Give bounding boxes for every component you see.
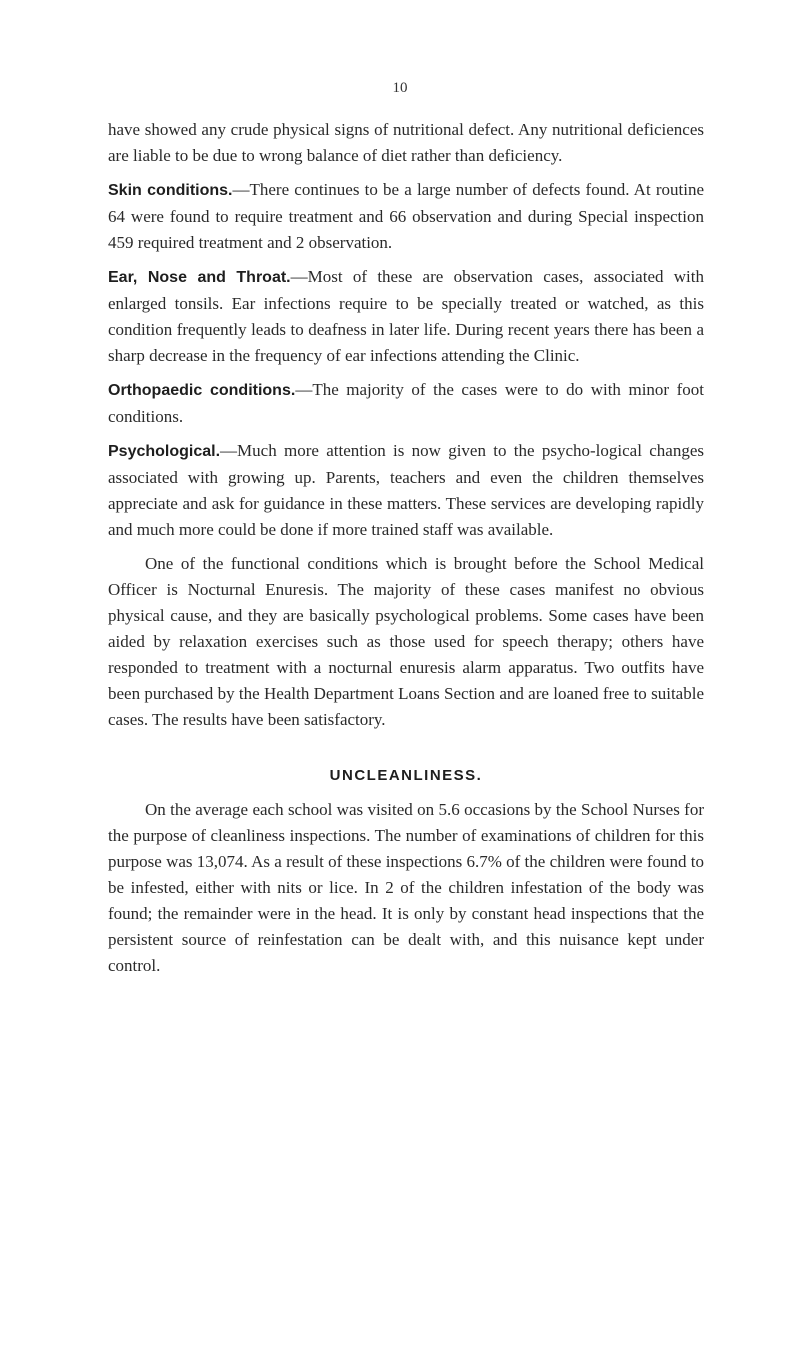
page-body: [108, 117, 704, 987]
heading-ear-nose-throat: Ear, Nose and Throat.: [108, 269, 291, 286]
paragraph-text: —Much more attention is now given to the psycho-logical changes associated with growing up. Parents, teachers and even the children themselves appreciate and ask for guidance in these matters. These services are developing rapidly and much more could be done if more trained staff was available.: [108, 441, 704, 539]
section-title-uncleanliness: UNCLEANLINESS.: [329, 767, 483, 784]
paragraph-uncleanliness: [108, 797, 704, 979]
paragraph-orthopaedic: [108, 377, 704, 430]
page-number: 10: [392, 80, 408, 96]
paragraph-enuresis: [108, 551, 704, 733]
heading-psychological: Psychological.: [108, 443, 221, 460]
paragraph-text: —There continues to be a large number of defects found. At routine 64 were found to require treatment and 66 observation and during Special inspection 459 required treatment and 2 observation.: [108, 180, 704, 252]
paragraph-text: have showed any crude physical signs of nutritional defect. Any nutritional deficiences are liable to be due to wrong balance of diet rather than deficiency.: [108, 120, 704, 165]
paragraph-text: —The majority of the cases were to do with minor foot conditions.: [108, 380, 705, 426]
paragraph-text: One of the functional conditions which is brought before the School Medical Officer is Nocturnal Enuresis. The majority of these cases manifest no obvious physical cause, and they are basically psychological problems. Some cases have been aided by relaxation exercises such as those used for speech therapy; others have responded to treatment with a nocturnal enuresis alarm apparatus. Two outfits have been purchased by the Health Department Loans Section and are loaned free to suitable cases. The results have been satisfactory.: [108, 554, 704, 729]
paragraph-ear-nose-throat: [108, 264, 704, 369]
paragraph-nutrition: [108, 117, 704, 169]
paragraph-text: —Most of these are observation cases, associated with enlarged tonsils. Ear infections require to be specially treated or watched, as this condition frequently leads to deafness in later life. During recent years there has been a sharp decrease in the frequency of ear infections attending the Clinic.: [108, 267, 705, 365]
heading-orthopaedic: Orthopaedic conditions.: [108, 382, 296, 399]
paragraph-psychological: [108, 438, 704, 543]
paragraph-text: On the average each school was visited on 5.6 occasions by the School Nurses for the purpose of cleanliness inspections. The number of examinations of children for this purpose was 13,074. As a result of these inspections 6.7% of the children were found to be infested, either with nits or lice. In 2 of the children infestation of the body was found; the remainder were in the head. It is only by constant head inspections that the persistent source of reinfestation can be dealt with, and this nuisance kept under control.: [108, 800, 704, 975]
paragraph-skin-conditions: [108, 177, 704, 256]
heading-skin-conditions: Skin conditions.: [108, 182, 233, 199]
